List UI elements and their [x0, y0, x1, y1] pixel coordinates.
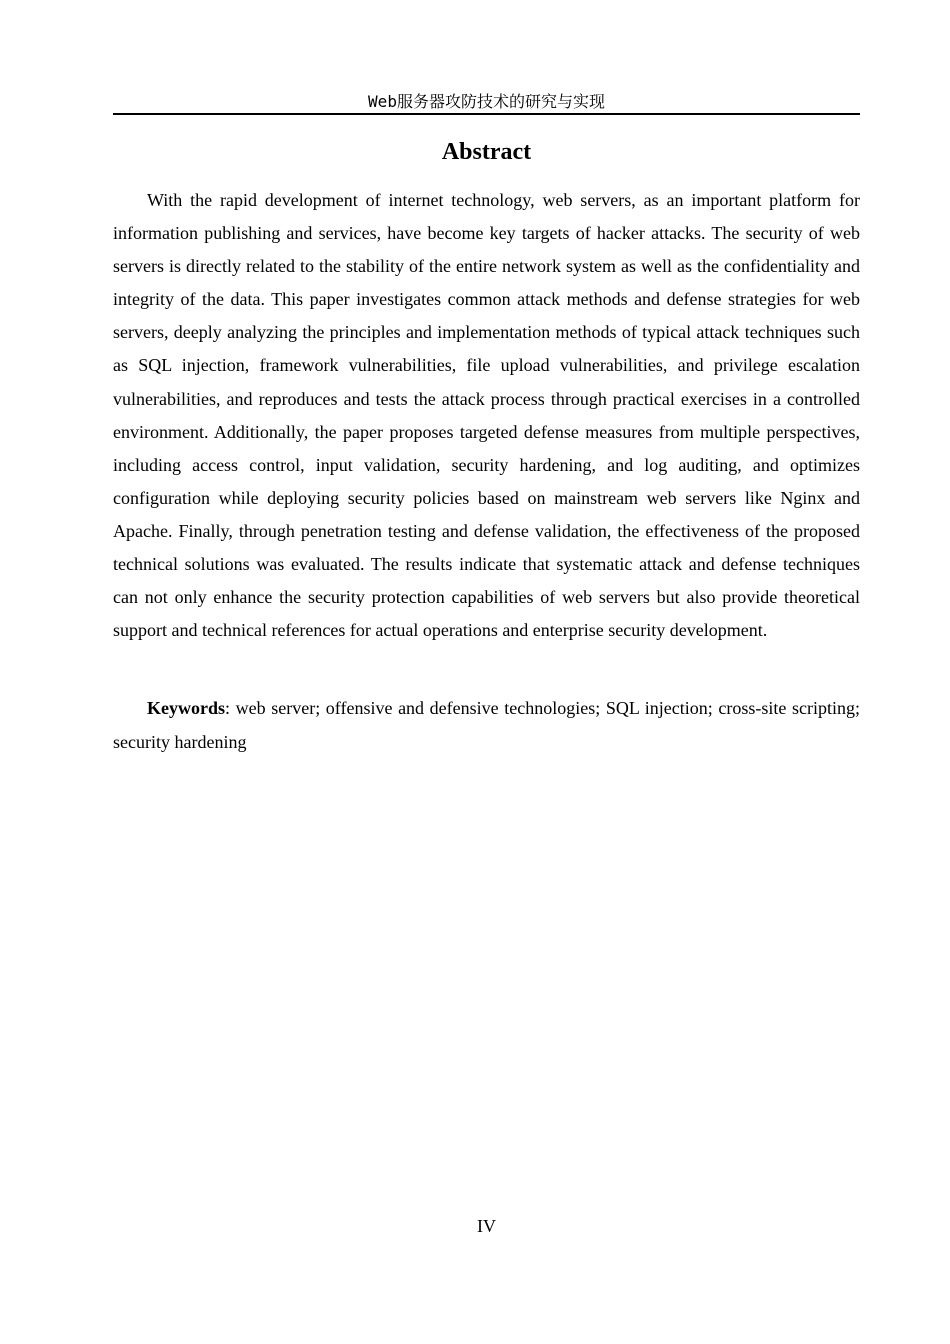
running-header: Web服务器攻防技术的研究与实现 — [368, 92, 605, 111]
abstract-title: Abstract — [441, 139, 532, 165]
abstract-body: With the rapid development of internet technology, web servers, as an important platform for information publishing and services, have become key targets of hacker attacks. The security of web servers is directly related to the stability of the entire network system as well as the confidentiality and integrity of the data. This paper investigates common attack methods and defense strategies for web servers, deeply analyzing the principles and implementation methods of typical attack techniques such as SQL injection, framework vulnerabilities, file upload vulnerabilities, and privilege escalation vulnerabilities, and reproduces and tests the attack process through practical exercises in a controlled environment. Additionally, the paper proposes targeted defense measures from multiple perspectives, including access control, input validation, security hardening, and log auditing, and optimizes configuration while deploying security policies based on mainstream web servers like Nginx and Apache. Finally, through penetration testing and defense validation, the effectiveness of the proposed technical solutions was evaluated. The results indicate that systematic attack and defense techniques can not only enhance the security protection capabilities of web servers but also provide theoretical support and technical references for actual operations and enterprise security development. — [113, 190, 860, 641]
keywords-paragraph — [113, 692, 860, 759]
page-number: IV — [477, 1216, 496, 1236]
header-rule — [113, 113, 860, 115]
keywords-text: : web server; offensive and defensive technologies; SQL injection; cross-site scripting; security hardening — [113, 698, 860, 752]
keywords-label: Keywords — [147, 698, 225, 718]
